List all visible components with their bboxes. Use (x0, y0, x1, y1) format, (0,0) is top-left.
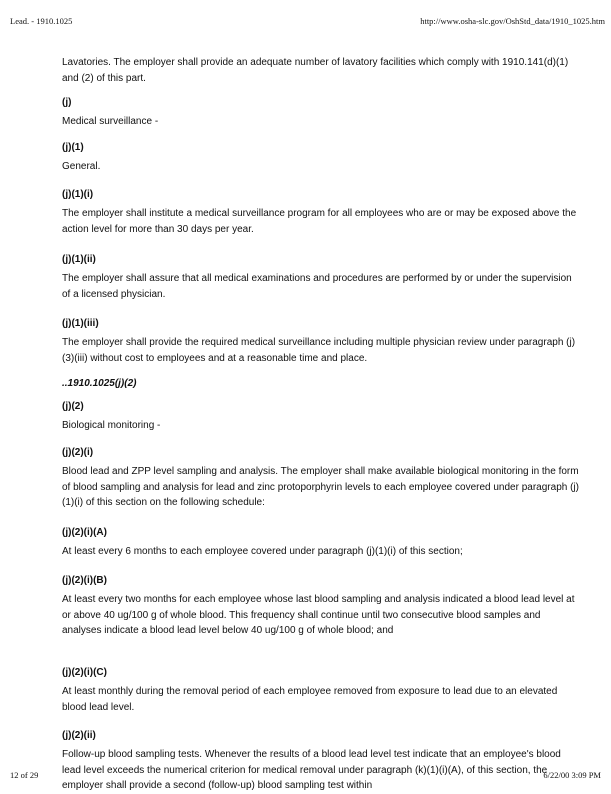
section-heading: (j)(2)(i)(C) (62, 667, 107, 678)
page-header-title: Lead. - 1910.1025 (10, 16, 73, 26)
paragraph: The employer shall institute a medical surveillance program for all employees who are or may be exposed above the action level for more than 30 days per year. (62, 208, 577, 235)
paragraph: Follow-up blood sampling tests. Whenever the results of a blood lead level test indicate that an employee's blood lead level exceeds the numerical criterion for medical removal under paragraph (k)(1)(i)(A), of this section, the employer shall provide a second (follow-up) blood sampling test within (62, 749, 561, 791)
paragraph: The employer shall assure that all medical examinations and procedures are performed by or under the supervision of a licensed physician. (62, 273, 572, 300)
section-heading: (j)(2) (62, 401, 84, 412)
paragraph: General. (62, 161, 101, 172)
paragraph: At least every 6 months to each employee covered under paragraph (j)(1)(i) of this section; (62, 546, 463, 557)
paragraph: Lavatories. The employer shall provide an adequate number of lavatory facilities which comply with 1910.141(d)(1) and (2) of this part. (62, 57, 569, 84)
section-heading: (j) (62, 97, 72, 108)
section-heading: (j)(2)(i)(A) (62, 527, 107, 538)
paragraph: At least every two months for each employee whose last blood sampling and analysis indicated a blood lead level at or above 40 ug/100 g of whole blood. This frequency shall continue until two consecutive blood samples and analyses indicate a blood lead level below 40 ug/100 g of whole blood; and (62, 594, 575, 636)
paragraph: Biological monitoring - (62, 420, 161, 431)
section-heading: (j)(2)(i) (62, 447, 94, 458)
paragraph: Medical surveillance - (62, 116, 159, 127)
section-heading: (j)(1)(iii) (62, 318, 99, 329)
page-header-url: http://www.osha-slc.gov/OshStd_data/1910_1025.htm (420, 16, 605, 26)
section-heading: (j)(1)(ii) (62, 254, 96, 265)
section-heading: (j)(2)(ii) (62, 730, 96, 741)
page-number: 12 of 29 (10, 770, 39, 780)
section-heading: (j)(2)(i)(B) (62, 575, 107, 586)
section-heading: (j)(1)(i) (62, 189, 94, 200)
paragraph: At least monthly during the removal period of each employee removed from exposure to lead due to an elevated blood lead level. (62, 686, 558, 713)
section-heading: ..1910.1025(j)(2) (62, 378, 137, 389)
print-datetime: 6/22/00 3:09 PM (543, 770, 601, 780)
section-heading: (j)(1) (62, 142, 84, 153)
paragraph: Blood lead and ZPP level sampling and analysis. The employer shall make available biological monitoring in the form of blood sampling and analysis for lead and zinc protoporphyrin levels to each employee covered under paragraph (j)(1)(i) of this section on the following schedule: (62, 466, 579, 508)
paragraph: The employer shall provide the required medical surveillance including multiple physician review under paragraph (j)(3)(iii) without cost to employees and at a reasonable time and place. (62, 337, 576, 364)
